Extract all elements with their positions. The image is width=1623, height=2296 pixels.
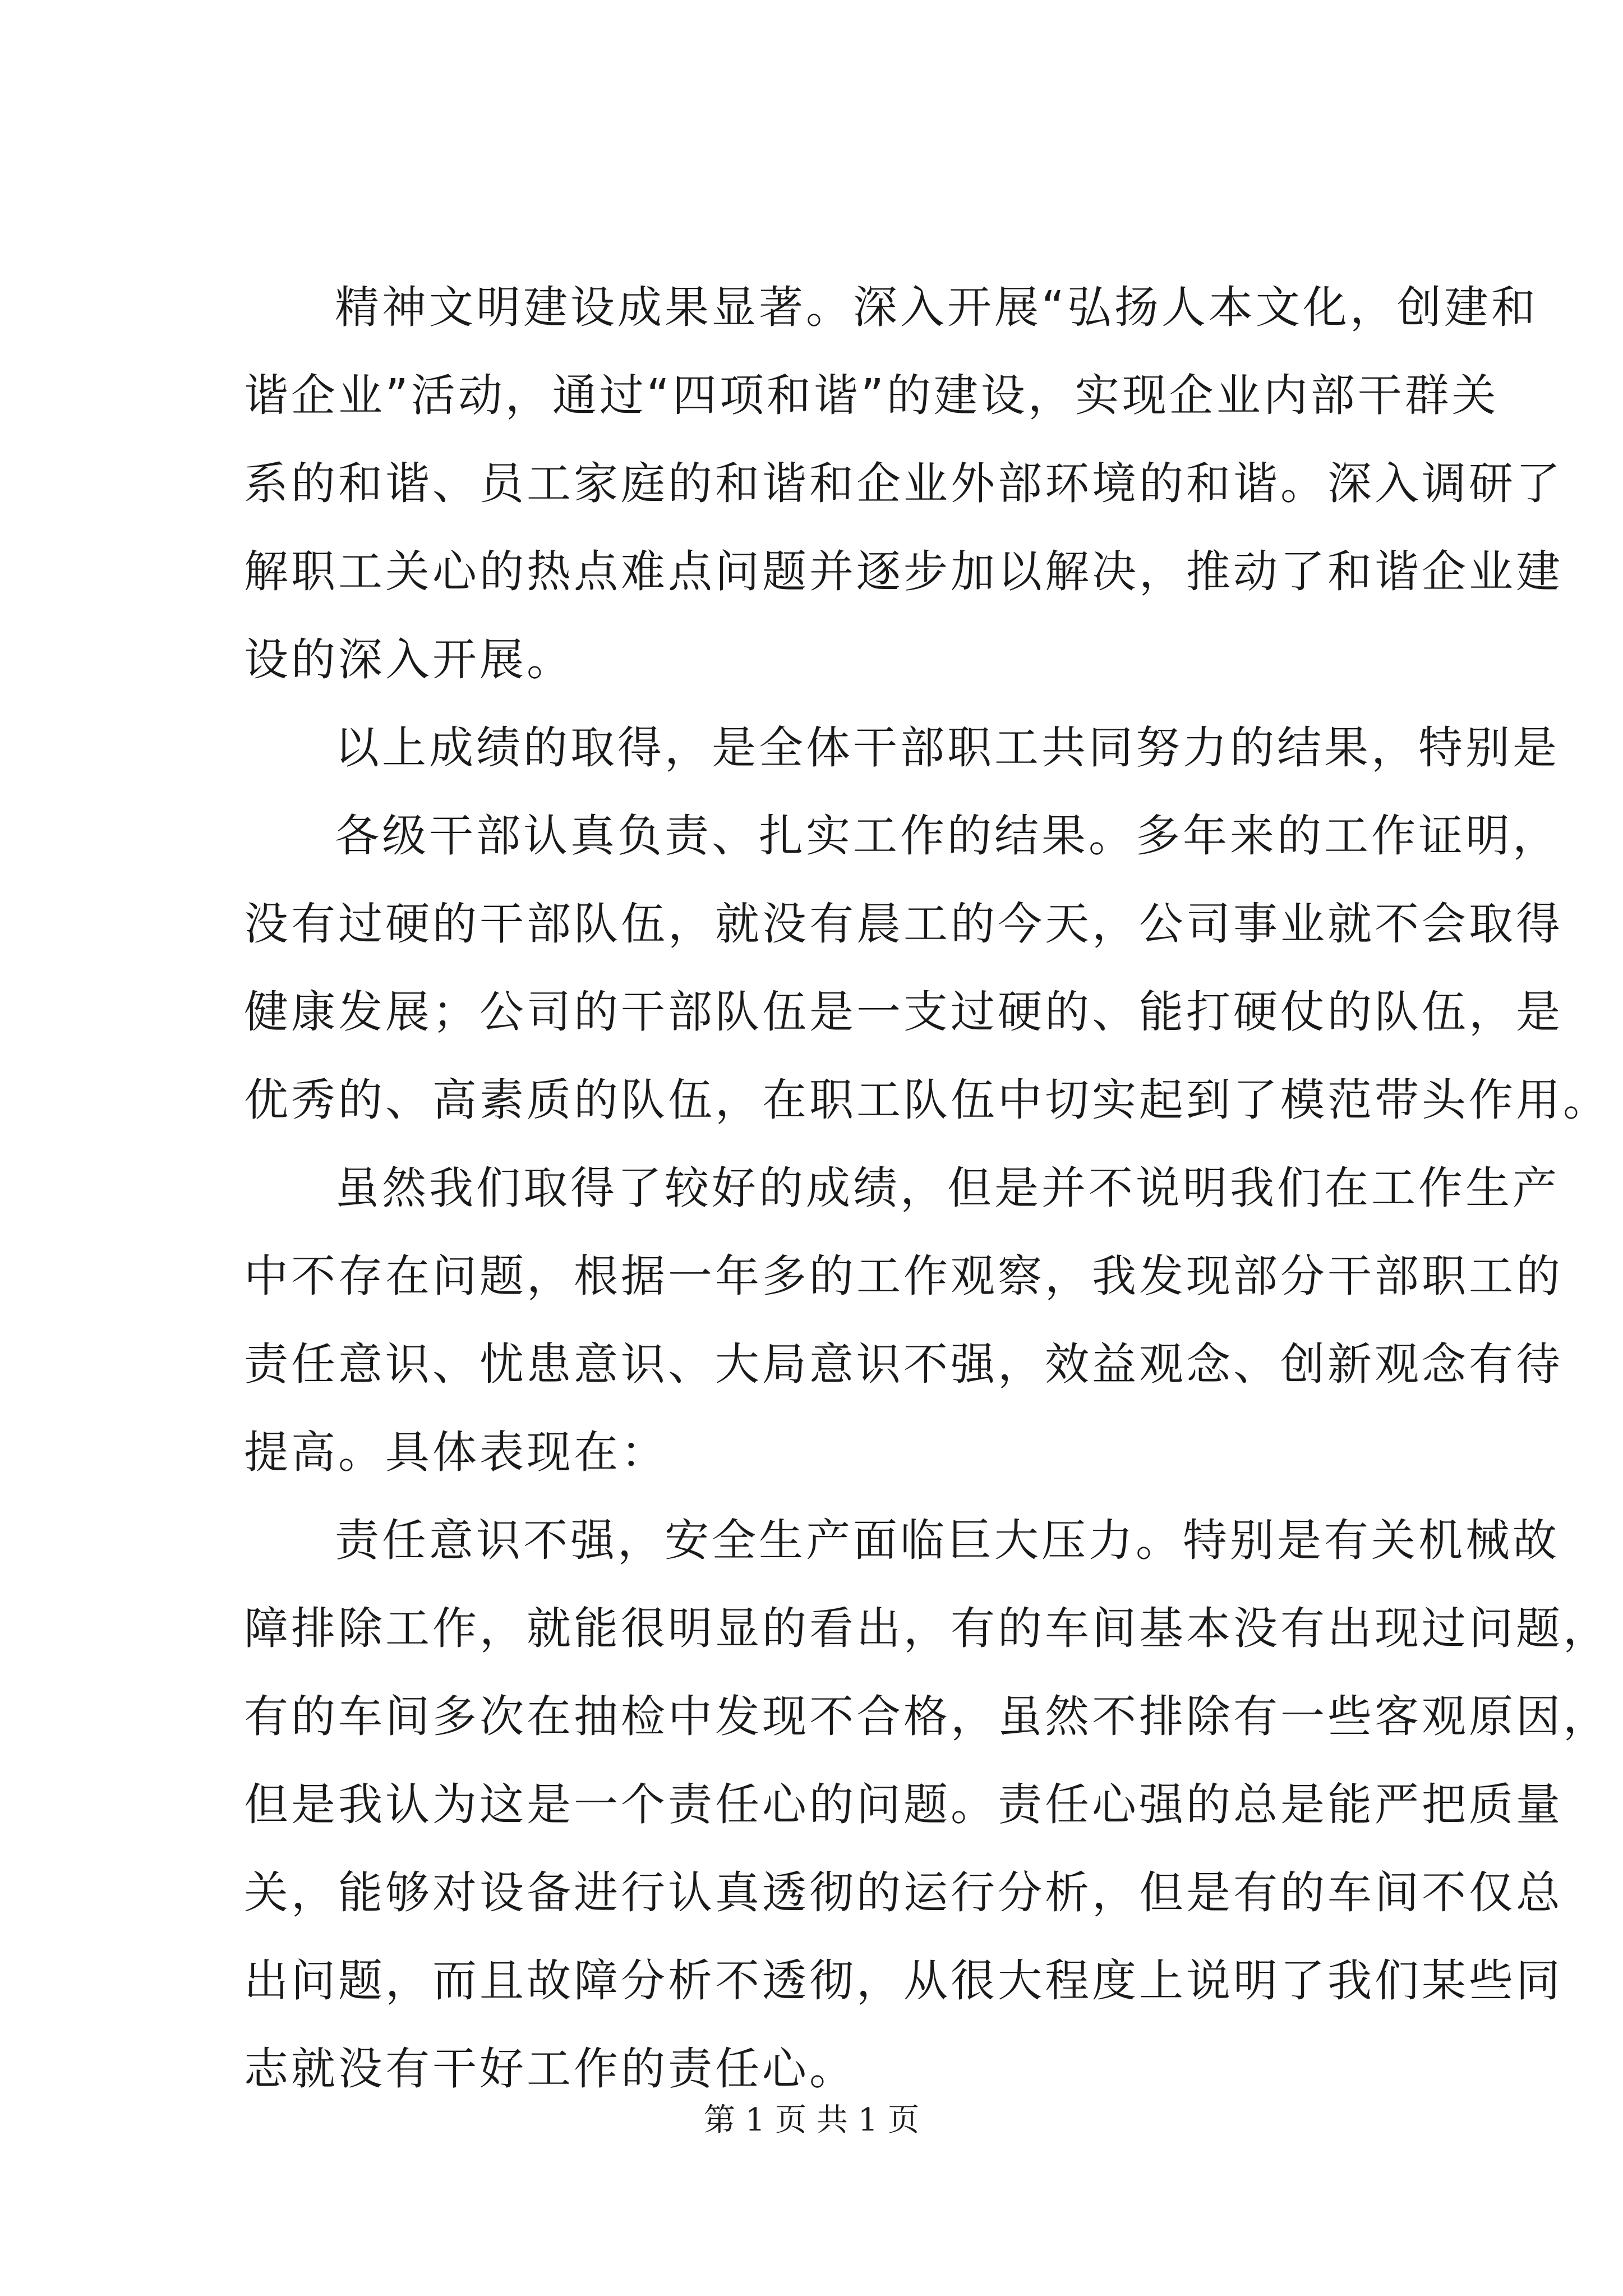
paragraph-line: 提高。具体表现在：: [244, 1427, 668, 1478]
paragraph-line: 有的车间多次在抽检中发现不合格，虽然不排除有一些客观原因，: [244, 1691, 1610, 1742]
paragraph-line: 系的和谐、员工家庭的和谐和企业外部环境的和谐。深入调研了: [244, 458, 1563, 509]
paragraph-line: 优秀的、高素质的队伍，在职工队伍中切实起到了模范带头作用。: [244, 1074, 1610, 1126]
document-body: [244, 264, 1610, 2113]
paragraph-line: 出问题，而且故障分析不透彻，从很大程度上说明了我们某些同: [244, 1955, 1563, 2007]
paragraph-line: 各级干部认真负责、扎实工作的结果。多年来的工作证明，: [335, 810, 1560, 862]
paragraph-line: 以上成绩的取得，是全体干部职工共同努力的结果，特别是: [335, 722, 1560, 774]
paragraph-line: 解职工关心的热点难点问题并逐步加以解决，推动了和谐企业建: [244, 546, 1563, 597]
paragraph-line: 责任意识、忧患意识、大局意识不强，效益观念、创新观念有待: [244, 1338, 1563, 1390]
paragraph-line: 但是我认为这是一个责任心的问题。责任心强的总是能严把质量: [244, 1779, 1563, 1830]
paragraph-line: 虽然我们取得了较好的成绩，但是并不说明我们在工作生产: [335, 1162, 1560, 1214]
paragraph-line: 中不存在问题，根据一年多的工作观察，我发现部分干部职工的: [244, 1250, 1563, 1302]
paragraph-line: 设的深入开展。: [244, 634, 574, 685]
paragraph-line: 没有过硬的干部队伍，就没有晨工的今天，公司事业就不会取得: [244, 898, 1563, 950]
paragraph-line: 障排除工作，就能很明显的看出，有的车间基本没有出现过问题，: [244, 1603, 1610, 1654]
page-footer: 第 1 页 共 1 页: [703, 2102, 920, 2138]
paragraph-line: 关，能够对设备进行认真透彻的运行分析，但是有的车间不仅总: [244, 1867, 1563, 1918]
paragraph-line: 精神文明建设成果显著。深入开展“弘扬人本文化，创建和: [335, 282, 1538, 333]
paragraph-line: 责任意识不强，安全生产面临巨大压力。特别是有关机械故: [335, 1515, 1560, 1566]
paragraph-line: 健康发展；公司的干部队伍是一支过硬的、能打硬仗的队伍，是: [244, 986, 1563, 1038]
paragraph-line: 谐企业”活动，通过“四项和谐”的建设，实现企业内部干群关: [244, 370, 1499, 421]
paragraph-line: 志就没有干好工作的责任心。: [244, 2043, 856, 2095]
